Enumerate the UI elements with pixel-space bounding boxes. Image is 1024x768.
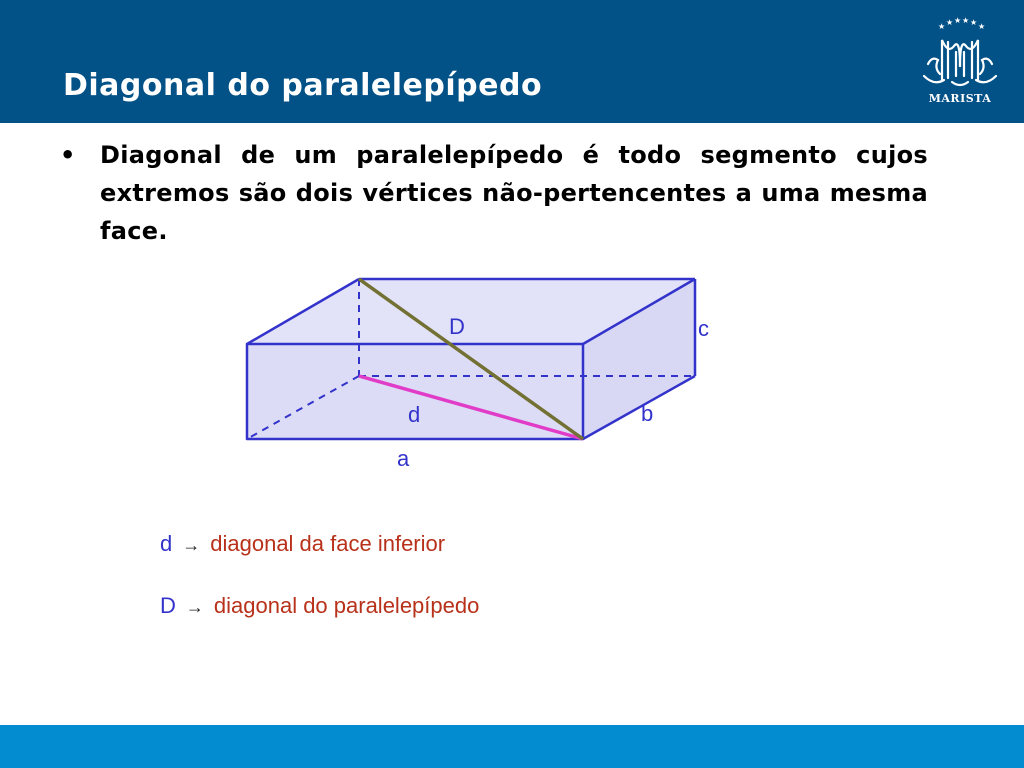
legend-symbol: d [160, 531, 173, 556]
legend-item-d [160, 531, 445, 557]
legend-item-D [160, 593, 479, 619]
bullet-marker: • [60, 141, 76, 169]
label-b: b [641, 401, 654, 426]
svg-text:★: ★ [946, 18, 954, 27]
logo-wordmark: MARISTA [928, 92, 992, 105]
slide-title: Diagonal do paralelepípedo [63, 68, 543, 103]
legend-symbol: D [160, 593, 176, 618]
legend-description: diagonal do paralelepípedo [213, 593, 480, 618]
svg-text:★: ★ [970, 18, 978, 27]
legend-description: diagonal da face inferior [210, 531, 446, 556]
footer-bar [0, 725, 1024, 768]
svg-text:★: ★ [962, 16, 970, 25]
arrow-icon: → [182, 535, 201, 555]
label-d: d [408, 402, 421, 427]
svg-text:★: ★ [978, 22, 986, 31]
label-c: c [698, 316, 709, 341]
arrow-icon: → [185, 597, 204, 617]
label-a: a [397, 446, 410, 471]
label-D: D [449, 314, 465, 339]
svg-text:★: ★ [954, 16, 962, 25]
svg-text:★: ★ [938, 22, 946, 31]
bullet-text: Diagonal de um paralelepípedo é todo segmento cujos extremos são dois vértices não-pertencentes a uma mesma face. [100, 141, 928, 245]
